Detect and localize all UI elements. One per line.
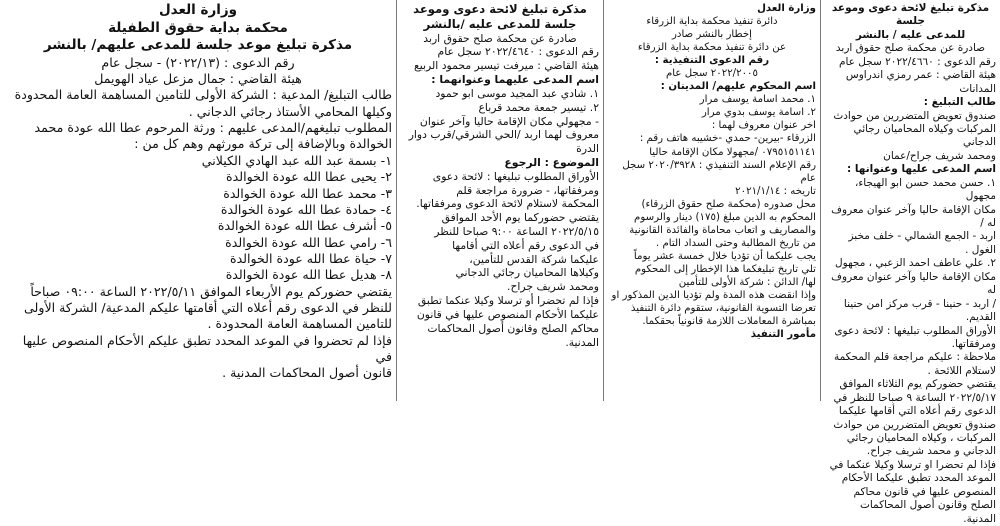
notice-line: المركبات وكيلاه المحاميان رجائي الدجاني: [853, 122, 996, 149]
notice-line: للتامين المساهمة العامة المحدودة .: [207, 316, 392, 332]
notice-line: عليكما الأحكام المنصوص عليها في قانون: [416, 307, 599, 321]
notice-line: فإذا لم تحضرا أو ترسلا وكيلا عنكما تطبق: [417, 294, 599, 308]
notice-line: رقم الدعوى : ٢٠٢٢/٤٦٤٠ سجل عام: [437, 45, 599, 59]
notice-line: مكان الإقامة حاليا وآخر عنوان معروف له: [831, 270, 996, 297]
notice-line: المحكمة لاستلام لائحة الدعوى ومرفقاتها.: [416, 197, 599, 211]
notice-line: ٢٠٢٢/٢٠٠٥ سجل عام: [665, 68, 758, 80]
notice-line: محل صدوره (محكمة صلح حقوق الزرقاء): [641, 198, 816, 210]
notice-line: ٨- هديل عطا الله عودة الخوالدة: [225, 267, 392, 283]
notice-line: وكيلاها المحاميان رجائي الدجاني: [455, 266, 599, 280]
notice-line: للنظر في الدعوى رقم أعلاه التي أقامتها عليكم المدعية/ الشركة الأولى: [24, 300, 392, 316]
notice-line: ٢٠٢٢/٥/١٧ الساعة ٩ صباحا للنظر في: [833, 391, 996, 404]
notice-line: والمصاريف و اتعاب محاماة والفائدة القانونية: [629, 224, 816, 236]
notice-column-tafileh: [0, 0, 396, 401]
notice-line: صندوق تعويض المتضررين من حوادث: [833, 418, 996, 431]
notice-line: ٤- حمادة عطا الله عودة الخوالدة: [220, 201, 392, 217]
notice-line: المحكوم به الدين مبلغ (١٧٥) دينار والرسوم: [634, 211, 816, 223]
notice-line: في الدعوى رقم أعلاه التي أقامها: [452, 238, 599, 252]
notice-line: جلسة للمدعى عليه /بالنشر: [423, 16, 577, 31]
notice-line: رقم الدعوى التنفيذية :: [654, 55, 770, 67]
notice-line: ومحمد شريف جراح/عمان: [883, 149, 996, 162]
notice-line: هيئة القاضي : ميرفت تيسير محمود الربيع: [414, 59, 599, 73]
notice-line: يقتضي حضوركما يوم الأحد الموافق: [441, 211, 599, 225]
notice-line: مذكرة تبليغ لائحة دعوى وموعد جلسة: [831, 2, 990, 28]
notice-line: مذكرة تبليغ لائحة دعوى وموعد: [413, 2, 587, 16]
notice-line: اسم المدعى عليها وعنوانها :: [846, 163, 996, 176]
notice-line: اربد - الجمع الشمالي - خلف مخبز الغول .: [848, 230, 996, 256]
notice-line: صندوق تعويض المتضررين من حوادث: [833, 109, 996, 122]
notice-line: لها/ الدائن : شركة الأولى للتأمين: [678, 276, 816, 288]
notice-line: ومرفقاتها، - ضرورة مراجعة قلم: [456, 183, 599, 197]
notice-line: وزارة العدل: [158, 2, 238, 18]
notice-line: ٠٧٩٥١٥١١٤١ /مجهولا مكان الإقامة حاليا: [649, 146, 816, 158]
notice-line: ٥- أشرف عطا الله عودة الخوالدة: [217, 218, 392, 234]
notice-line: ١. محمد اسامة يوسف مرار: [699, 94, 816, 106]
notice-line: الزرقاء -بيرين- حمدي -خشيبه هاتف رقم :: [639, 133, 816, 145]
notice-line: مذكرة تبليغ موعد جلسة للمدعى عليهم/ بالنشر: [43, 37, 353, 54]
notice-column-irbid-4660: [820, 0, 1000, 525]
notice-line: صادرة عن محكمة صلح حقوق اربد: [423, 31, 577, 45]
notice-line: الخوالدة وبالإضافة إلى تركة مورثهم وهم كل من :: [134, 136, 392, 152]
notice-line: المنصوص عليها في قانون محاكم: [853, 485, 996, 498]
notice-line: مكان الإقامة حاليا وآخر عنوان معروف له /: [831, 203, 996, 229]
notice-line: فإذا لم تحضروا في الموعد المحدد تطبق عليكم الأحكام المنصوص عليها في: [22, 332, 392, 365]
notice-line: فإذا لم تحضرا او ترسلا وكيلا عنكما في: [829, 458, 996, 471]
notice-line: / اربد - حنينا - قرب مركز امن حنينا القديم.: [843, 297, 996, 324]
notice-line: يجب عليكما أن تؤديا خلال خمسة عشر يوماً: [633, 250, 816, 262]
notice-line: ملاحظة : عليكم مراجعة قلم المحكمة: [833, 351, 996, 364]
notice-line: ١. شادي عبد المجيد موسى ابو حمود: [435, 86, 599, 100]
notice-line: مأمور التنفيذ: [750, 329, 816, 341]
notice-line: المطلوب تبليغهم/المدعى عليهم : ورثة المرحوم عطا الله عودة محمد: [34, 120, 392, 136]
notice-line: تلي تاريخ تبليغكما هذا الإخطار إلى المحكوم: [634, 263, 816, 275]
notice-line: الصلح وقانون أصول المحاكمات المدنية.: [859, 499, 996, 525]
notice-line: الموعد المحدد تطبق عليكما الأحكام: [841, 472, 996, 485]
notice-line: وزارة العدل: [757, 3, 816, 14]
notice-line: ٢٠٢٢/٥/١٥ الساعة ٩:٠٠ صباحا للنظر: [434, 225, 599, 239]
notice-line: اسم المحكوم عليهم/ المدينان :: [660, 81, 816, 93]
notice-line: عليكما شركة القدس للتأمين،: [469, 252, 599, 266]
notice-line: يقتضي حضوركم يوم الثلاثاء الموافق: [839, 378, 996, 391]
notice-line: قانون أصول المحاكمات المدنية .: [222, 365, 392, 381]
notice-line: تاريخه : ٢٠٢١/١/١٤: [735, 185, 816, 197]
notice-line: للمدعى عليه / بالنشر: [855, 28, 966, 41]
notice-line: ٢. اسامة يوسف بدوي مرار: [701, 107, 816, 119]
notice-line: ١- بسمة عبد الله عبد الهادي الكيلاني: [201, 152, 392, 168]
notice-line: رقم الإعلام السند التنفيذي : ٢٠٢٠/٣٩٢٨ سجل عام: [622, 159, 816, 184]
notice-line: ١. حسن محمد حسن ابو الهيجاء، مجهول: [854, 176, 996, 203]
notice-line: دائرة تنفيذ محكمة بداية الزرقاء: [646, 16, 778, 28]
notice-line: بمباشرة المعاملات اللازمة قانونياً بحقكما.: [642, 316, 816, 328]
notice-line: لاستلام اللائحة .: [927, 364, 996, 377]
notice-line: وإذا انقضت هذه المدة ولم تؤديا الدين المذكور او: [611, 290, 816, 302]
notice-line: إخطار بالنشر صادر: [671, 29, 753, 41]
notice-line: طالب التبليغ/ المدعية : الشركة الأولى للتامين المساهمة العامة المحدودة: [14, 87, 392, 103]
notice-line: ٧- حياة عطا الله عودة الخوالدة: [229, 250, 392, 266]
notice-column-zarqa-execution: [603, 0, 820, 401]
notice-line: ومحمد شريف جراح.: [507, 280, 599, 294]
notice-line: هيئة القاضي : عمر رمزي اندراوس المدانات: [845, 69, 996, 95]
notice-line: صادرة عن محكمة صلح حقوق اربد: [835, 42, 986, 55]
notice-line: طالب التبليغ :: [923, 96, 996, 109]
notice-line: ٢. تيسير جمعة محمد قرباع: [478, 100, 599, 114]
notice-line: رقم الدعوى : ٢٠٢٢/٤٦٦٠ سجل عام: [839, 55, 996, 68]
notice-line: - مجهولي مكان الإقامة حاليا وآخر عنوان: [419, 114, 599, 128]
notice-line: رقم الدعوى : (٢٠٢٢/١٣) - سجل عام: [101, 54, 295, 70]
notice-line: اخر عنوان معروف لهما :: [711, 120, 816, 132]
notice-line: المركبات ، وكيلاه المحاميان رجائي: [846, 432, 996, 444]
notice-column-irbid-4640: [396, 0, 603, 401]
notice-line: ٦- رامي عطا الله عودة الخوالدة: [225, 234, 392, 250]
notice-line: تعرضا التسوية القانونية، ستقوم دائرة التنفيذ: [630, 303, 816, 315]
notice-line: معروف لهما اربد /الحي الشرقي/قرب دوار الدرة: [408, 128, 599, 156]
notice-line: هيئة القاضي : جمال مزعل عياد الهويمل: [94, 71, 302, 86]
notice-line: الدعوى رقم أعلاه التي أقامها عليكما: [838, 405, 996, 418]
notice-line: الأوراق المطلوب تبليغها : لائحة دعوى: [432, 169, 599, 183]
notice-line: وكيلها المحامي الأستاذ رجائي الدجاني .: [188, 103, 392, 119]
notice-line: الأوراق المطلوب تبليغها : لائحة دعوى ومرفقاتها.: [834, 324, 996, 350]
notice-line: اسم المدعى عليهما وعنوانهما :: [431, 73, 599, 87]
notice-line: محكمة بداية حقوق الطفيلة: [108, 19, 288, 36]
notice-line: محاكم الصلح وقانون أصول المحاكمات المدنية.: [427, 321, 599, 349]
notice-line: ٣- محمد عطا الله عودة الخوالدة: [223, 185, 392, 201]
notice-line: عن دائرة تنفيذ محكمة بداية الزرقاء: [637, 42, 787, 54]
notice-line: من تاريخ المطالبة وحتى السداد التام .: [655, 237, 816, 249]
notice-line: الموضوع : الرجوع: [504, 155, 599, 169]
notice-line: ٢. علي عاطف احمد الزعبي ، مجهول: [835, 257, 996, 270]
notice-line: يقتضي حضوركم يوم الأربعاء الموافق ٢٠٢٢/٥/١١ الساعة ٠٩:٠٠ صباحاً: [30, 283, 392, 299]
notice-line: الدجاني و محمد شريف جراح.: [866, 445, 996, 458]
notice-line: ٢- يحيى عطا الله عودة الخوالدة: [226, 169, 392, 185]
